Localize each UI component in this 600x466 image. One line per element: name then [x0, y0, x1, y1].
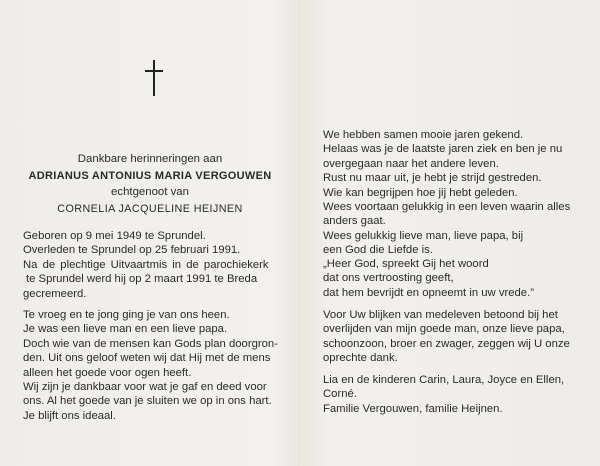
poem-line: anders gaat.: [323, 215, 386, 228]
poem-line: Helaas was je de laatste jaren ziek en ben je nu: [323, 143, 563, 156]
tribute-line: Doch wie van de mensen kan Gods plan doorgron-: [23, 337, 278, 350]
thanks-line: schoonzoon, broer en zwager, zeggen wij U onze: [323, 337, 570, 350]
poem-line: Rust nu maar uit, je hebt je strijd gestreden.: [323, 172, 542, 185]
tribute-line: alleen het goede voor ogen heeft.: [23, 366, 192, 379]
thanks-line: oprechte dank.: [323, 352, 398, 365]
intro-text: Dankbare herinneringen aan: [77, 153, 223, 165]
bio-block: [23, 229, 291, 301]
tribute-block: [23, 308, 291, 423]
tribute-line: Te vroeg en te jong ging je van ons heen.: [23, 309, 230, 321]
bio-line: te Sprundel werd hij op 2 maart 1991 te Breda: [26, 273, 258, 286]
relation-text: echtgenoot van: [111, 186, 189, 198]
thanks-block: [323, 308, 591, 366]
thanks-line: overlijden van mijn goede man, onze lieve papa,: [323, 323, 565, 336]
prayer-line: dat hem bevrijdt en opneemt in uw vrede.”: [323, 286, 534, 299]
poem-line: We hebben samen mooie jaren gekend.: [323, 129, 524, 141]
poem-line: Wie kan begrijpen hoe jij hebt geleden.: [323, 186, 518, 199]
card-fold: [299, 0, 301, 466]
family-block: [323, 373, 591, 416]
family-line: Familie Vergouwen, familie Heijnen.: [323, 402, 503, 415]
tribute-line: Wij zijn je dankbaar voor wat je gaf en deed voor: [23, 381, 267, 394]
tribute-line: Je was een lieve man en een lieve papa.: [23, 323, 228, 336]
spouse-name: CORNELIA JACQUELINE HEIJNEN: [57, 203, 243, 215]
poem-line: een God die Liefde is.: [323, 244, 433, 257]
poem-line: Wees gelukkig lieve man, lieve papa, bij: [323, 229, 524, 242]
deceased-name: ADRIANUS ANTONIUS MARIA VERGOUWEN: [28, 170, 272, 182]
prayer-line: „Heer God, spreekt Gij het woord: [323, 258, 489, 270]
poem-line: Wees voortaan gelukkig in een leven waarin alles: [323, 201, 571, 214]
bio-line: Overleden te Sprundel op 25 februari 1991.: [23, 244, 241, 257]
cross-icon: [144, 60, 164, 96]
poem-block: [323, 128, 591, 258]
tribute-line: Je blijft ons ideaal.: [23, 409, 116, 422]
family-line: Corné.: [323, 388, 357, 401]
family-line: Lia en de kinderen Carin, Laura, Joyce en Ellen,: [323, 374, 565, 386]
thanks-line: Voor Uw blijken van medeleven betoond bij het: [323, 309, 558, 321]
bio-line: Geboren op 9 mei 1949 te Sprundel.: [23, 230, 206, 242]
poem-line: overgegaan naar het andere leven.: [323, 157, 499, 170]
tribute-line: ons. Al het goede van je sluiten we op in ons hart.: [23, 395, 272, 408]
bio-line: Na de plechtige Uitvaartmis in de parochiekerk: [23, 258, 269, 271]
tribute-line: den. Uit ons geloof weten wij dat Hij met de mens: [23, 352, 271, 365]
prayer-line: dat ons vertroosting geeft,: [323, 272, 454, 285]
bio-line: gecremeerd.: [23, 287, 87, 300]
prayer-block: [323, 257, 591, 300]
